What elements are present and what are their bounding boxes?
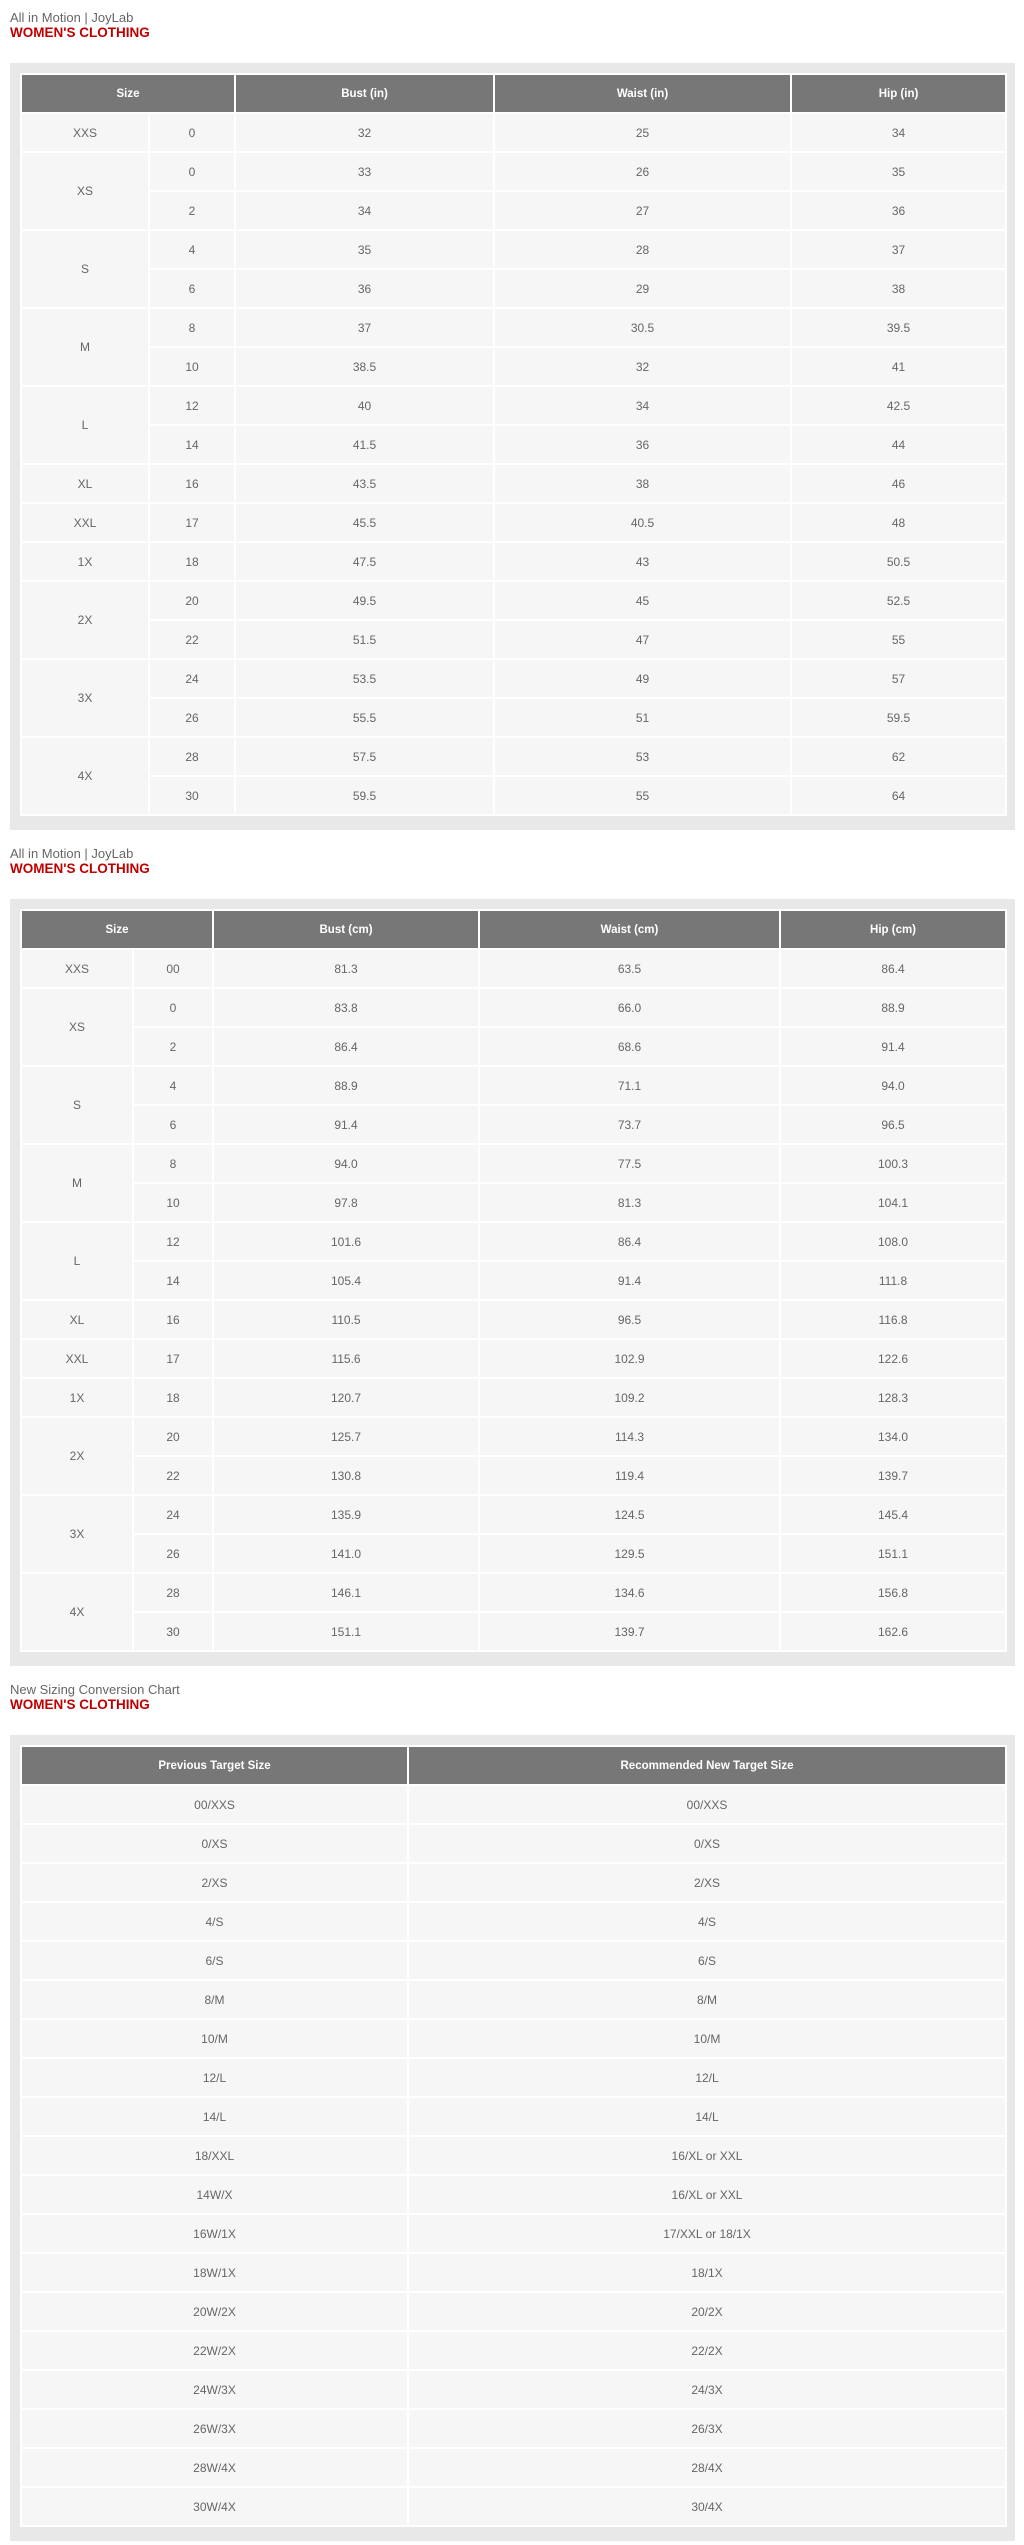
waist-cell: 40.5	[494, 503, 791, 542]
previous-size-cell: 18/XXL	[21, 2136, 408, 2175]
table-row	[21, 2097, 1006, 2136]
table-body	[21, 949, 1006, 1651]
table-row	[21, 2448, 1006, 2487]
table-row	[21, 1339, 1006, 1378]
size-label-cell: 1X	[21, 1378, 133, 1417]
table-row	[21, 1495, 1006, 1534]
hip-cell: 38	[791, 269, 1006, 308]
bust-cell: 83.8	[213, 988, 479, 1027]
bust-cell: 45.5	[235, 503, 494, 542]
table-panel	[10, 1735, 1015, 2541]
hip-cell: 64	[791, 776, 1006, 815]
hip-cell: 151.1	[780, 1534, 1006, 1573]
table-row	[21, 113, 1006, 152]
hip-cell: 50.5	[791, 542, 1006, 581]
waist-cell: 86.4	[479, 1222, 780, 1261]
waist-cell: 32	[494, 347, 791, 386]
table-row	[21, 698, 1006, 737]
size-label-cell: XXL	[21, 503, 149, 542]
table-panel	[10, 899, 1015, 1666]
table-row	[21, 1417, 1006, 1456]
waist-cell: 109.2	[479, 1378, 780, 1417]
table-row	[21, 988, 1006, 1027]
waist-cell: 36	[494, 425, 791, 464]
waist-cell: 28	[494, 230, 791, 269]
numeric-size-cell: 14	[133, 1261, 213, 1300]
table-row	[21, 425, 1006, 464]
size-label-cell: 1X	[21, 542, 149, 581]
previous-size-cell: 2/XS	[21, 1863, 408, 1902]
table-row	[21, 1534, 1006, 1573]
previous-size-cell: 0/XS	[21, 1824, 408, 1863]
recommended-size-cell: 18/1X	[408, 2253, 1006, 2292]
numeric-size-cell: 10	[133, 1183, 213, 1222]
size-column-header: Size	[21, 74, 235, 113]
size-label-cell: 4X	[21, 1573, 133, 1651]
hip-column-header: Hip (cm)	[780, 910, 1006, 949]
bust-cell: 105.4	[213, 1261, 479, 1300]
table-row	[21, 949, 1006, 988]
previous-size-cell: 28W/4X	[21, 2448, 408, 2487]
numeric-size-cell: 24	[149, 659, 235, 698]
hip-cell: 42.5	[791, 386, 1006, 425]
brand-line: All in Motion | JoyLab	[10, 846, 134, 861]
numeric-size-cell: 14	[149, 425, 235, 464]
waist-cell: 81.3	[479, 1183, 780, 1222]
waist-cell: 53	[494, 737, 791, 776]
bust-cell: 110.5	[213, 1300, 479, 1339]
table-row	[21, 1027, 1006, 1066]
table-row	[21, 1144, 1006, 1183]
waist-cell: 49	[494, 659, 791, 698]
table-row	[21, 269, 1006, 308]
bust-column-header: Bust (cm)	[213, 910, 479, 949]
numeric-size-cell: 0	[149, 113, 235, 152]
previous-size-cell: 4/S	[21, 1902, 408, 1941]
numeric-size-cell: 10	[149, 347, 235, 386]
hip-cell: 122.6	[780, 1339, 1006, 1378]
waist-cell: 124.5	[479, 1495, 780, 1534]
recommended-size-cell: 17/XXL or 18/1X	[408, 2214, 1006, 2253]
table-row	[21, 1378, 1006, 1417]
hip-cell: 108.0	[780, 1222, 1006, 1261]
numeric-size-cell: 20	[133, 1417, 213, 1456]
hip-cell: 34	[791, 113, 1006, 152]
waist-cell: 77.5	[479, 1144, 780, 1183]
bust-cell: 32	[235, 113, 494, 152]
numeric-size-cell: 6	[149, 269, 235, 308]
size-column-header: Size	[21, 910, 213, 949]
size-label-cell: L	[21, 386, 149, 464]
waist-cell: 51	[494, 698, 791, 737]
size-table-cm	[20, 909, 1007, 1652]
bust-cell: 130.8	[213, 1456, 479, 1495]
hip-cell: 91.4	[780, 1027, 1006, 1066]
size-label-cell: M	[21, 1144, 133, 1222]
previous-size-cell: 10/M	[21, 2019, 408, 2058]
numeric-size-cell: 4	[133, 1066, 213, 1105]
table-row	[21, 2409, 1006, 2448]
waist-column-header: Waist (cm)	[479, 910, 780, 949]
previous-size-cell: 22W/2X	[21, 2331, 408, 2370]
numeric-size-cell: 8	[133, 1144, 213, 1183]
bust-cell: 49.5	[235, 581, 494, 620]
table-row	[21, 1573, 1006, 1612]
table-row	[21, 1300, 1006, 1339]
table-row	[21, 2253, 1006, 2292]
table-row	[21, 1222, 1006, 1261]
bust-cell: 34	[235, 191, 494, 230]
recommended-size-cell: 10/M	[408, 2019, 1006, 2058]
recommended-size-cell: 24/3X	[408, 2370, 1006, 2409]
numeric-size-cell: 22	[133, 1456, 213, 1495]
recommended-size-cell: 28/4X	[408, 2448, 1006, 2487]
hip-cell: 111.8	[780, 1261, 1006, 1300]
waist-cell: 25	[494, 113, 791, 152]
table-row	[21, 2175, 1006, 2214]
bust-cell: 125.7	[213, 1417, 479, 1456]
hip-cell: 94.0	[780, 1066, 1006, 1105]
table-row	[21, 503, 1006, 542]
table-row	[21, 620, 1006, 659]
size-label-cell: XL	[21, 464, 149, 503]
table-body	[21, 1785, 1006, 2526]
numeric-size-cell: 18	[149, 542, 235, 581]
size-label-cell: XXS	[21, 949, 133, 988]
previous-size-cell: 00/XXS	[21, 1785, 408, 1824]
size-label-cell: 2X	[21, 1417, 133, 1495]
bust-cell: 47.5	[235, 542, 494, 581]
bust-cell: 91.4	[213, 1105, 479, 1144]
numeric-size-cell: 8	[149, 308, 235, 347]
previous-size-cell: 14/L	[21, 2097, 408, 2136]
hip-cell: 48	[791, 503, 1006, 542]
waist-cell: 102.9	[479, 1339, 780, 1378]
recommended-size-cell: 4/S	[408, 1902, 1006, 1941]
recommended-size-cell: 0/XS	[408, 1824, 1006, 1863]
table-row	[21, 1261, 1006, 1300]
previous-size-cell: 14W/X	[21, 2175, 408, 2214]
previous-size-cell: 20W/2X	[21, 2292, 408, 2331]
hip-cell: 46	[791, 464, 1006, 503]
waist-cell: 63.5	[479, 949, 780, 988]
waist-cell: 134.6	[479, 1573, 780, 1612]
previous-size-cell: 24W/3X	[21, 2370, 408, 2409]
size-label-cell: XXS	[21, 113, 149, 152]
table-row	[21, 2214, 1006, 2253]
table-body	[21, 113, 1006, 815]
hip-cell: 41	[791, 347, 1006, 386]
table-row	[21, 152, 1006, 191]
category-title: WOMEN'S CLOTHING	[10, 1697, 150, 1712]
hip-cell: 35	[791, 152, 1006, 191]
waist-column-header: Waist (in)	[494, 74, 791, 113]
bust-cell: 36	[235, 269, 494, 308]
table-row	[21, 2292, 1006, 2331]
numeric-size-cell: 17	[149, 503, 235, 542]
size-label-cell: L	[21, 1222, 133, 1300]
hip-cell: 59.5	[791, 698, 1006, 737]
waist-cell: 114.3	[479, 1417, 780, 1456]
waist-cell: 119.4	[479, 1456, 780, 1495]
waist-cell: 38	[494, 464, 791, 503]
table-row	[21, 1941, 1006, 1980]
previous-size-column-header: Previous Target Size	[21, 1746, 408, 1785]
numeric-size-cell: 6	[133, 1105, 213, 1144]
waist-cell: 73.7	[479, 1105, 780, 1144]
conversion-table	[20, 1745, 1007, 2527]
header-row	[21, 1746, 1006, 1785]
waist-cell: 29	[494, 269, 791, 308]
bust-cell: 101.6	[213, 1222, 479, 1261]
recommended-size-column-header: Recommended New Target Size	[408, 1746, 1006, 1785]
header-row	[21, 910, 1006, 949]
header-row	[21, 74, 1006, 113]
table-row	[21, 2370, 1006, 2409]
table-row	[21, 2058, 1006, 2097]
bust-cell: 86.4	[213, 1027, 479, 1066]
waist-cell: 66.0	[479, 988, 780, 1027]
numeric-size-cell: 16	[149, 464, 235, 503]
table-row	[21, 2331, 1006, 2370]
table-row	[21, 308, 1006, 347]
table-row	[21, 464, 1006, 503]
waist-cell: 91.4	[479, 1261, 780, 1300]
numeric-size-cell: 22	[149, 620, 235, 659]
hip-cell: 139.7	[780, 1456, 1006, 1495]
hip-cell: 162.6	[780, 1612, 1006, 1651]
bust-cell: 97.8	[213, 1183, 479, 1222]
hip-cell: 145.4	[780, 1495, 1006, 1534]
numeric-size-cell: 12	[149, 386, 235, 425]
recommended-size-cell: 12/L	[408, 2058, 1006, 2097]
numeric-size-cell: 16	[133, 1300, 213, 1339]
recommended-size-cell: 6/S	[408, 1941, 1006, 1980]
bust-cell: 51.5	[235, 620, 494, 659]
bust-cell: 35	[235, 230, 494, 269]
waist-cell: 47	[494, 620, 791, 659]
previous-size-cell: 26W/3X	[21, 2409, 408, 2448]
numeric-size-cell: 0	[133, 988, 213, 1027]
waist-cell: 55	[494, 776, 791, 815]
waist-cell: 27	[494, 191, 791, 230]
waist-cell: 43	[494, 542, 791, 581]
bust-cell: 43.5	[235, 464, 494, 503]
hip-cell: 37	[791, 230, 1006, 269]
numeric-size-cell: 26	[149, 698, 235, 737]
size-label-cell: 3X	[21, 1495, 133, 1573]
table-row	[21, 386, 1006, 425]
table-row	[21, 1183, 1006, 1222]
recommended-size-cell: 8/M	[408, 1980, 1006, 2019]
numeric-size-cell: 2	[149, 191, 235, 230]
previous-size-cell: 12/L	[21, 2058, 408, 2097]
hip-column-header: Hip (in)	[791, 74, 1006, 113]
recommended-size-cell: 26/3X	[408, 2409, 1006, 2448]
hip-cell: 104.1	[780, 1183, 1006, 1222]
bust-cell: 94.0	[213, 1144, 479, 1183]
hip-cell: 39.5	[791, 308, 1006, 347]
size-label-cell: XS	[21, 988, 133, 1066]
hip-cell: 55	[791, 620, 1006, 659]
table-row	[21, 2487, 1006, 2526]
hip-cell: 88.9	[780, 988, 1006, 1027]
size-label-cell: 4X	[21, 737, 149, 815]
brand-line: All in Motion | JoyLab	[10, 10, 134, 25]
numeric-size-cell: 17	[133, 1339, 213, 1378]
previous-size-cell: 16W/1X	[21, 2214, 408, 2253]
previous-size-cell: 30W/4X	[21, 2487, 408, 2526]
hip-cell: 52.5	[791, 581, 1006, 620]
table-row	[21, 347, 1006, 386]
numeric-size-cell: 28	[149, 737, 235, 776]
bust-cell: 55.5	[235, 698, 494, 737]
hip-cell: 128.3	[780, 1378, 1006, 1417]
hip-cell: 62	[791, 737, 1006, 776]
table-row	[21, 542, 1006, 581]
previous-size-cell: 8/M	[21, 1980, 408, 2019]
table-row	[21, 581, 1006, 620]
size-label-cell: M	[21, 308, 149, 386]
previous-size-cell: 18W/1X	[21, 2253, 408, 2292]
size-label-cell: 3X	[21, 659, 149, 737]
recommended-size-cell: 16/XL or XXL	[408, 2175, 1006, 2214]
numeric-size-cell: 30	[149, 776, 235, 815]
bust-cell: 81.3	[213, 949, 479, 988]
previous-size-cell: 6/S	[21, 1941, 408, 1980]
table-row	[21, 1456, 1006, 1495]
bust-cell: 40	[235, 386, 494, 425]
numeric-size-cell: 2	[133, 1027, 213, 1066]
waist-cell: 68.6	[479, 1027, 780, 1066]
bust-cell: 53.5	[235, 659, 494, 698]
size-table-inches	[20, 73, 1007, 816]
size-label-cell: XL	[21, 1300, 133, 1339]
size-label-cell: XXL	[21, 1339, 133, 1378]
hip-cell: 134.0	[780, 1417, 1006, 1456]
numeric-size-cell: 0	[149, 152, 235, 191]
bust-cell: 38.5	[235, 347, 494, 386]
bust-cell: 151.1	[213, 1612, 479, 1651]
numeric-size-cell: 24	[133, 1495, 213, 1534]
recommended-size-cell: 2/XS	[408, 1863, 1006, 1902]
table-row	[21, 230, 1006, 269]
bust-cell: 135.9	[213, 1495, 479, 1534]
hip-cell: 44	[791, 425, 1006, 464]
waist-cell: 96.5	[479, 1300, 780, 1339]
recommended-size-cell: 20/2X	[408, 2292, 1006, 2331]
recommended-size-cell: 00/XXS	[408, 1785, 1006, 1824]
bust-column-header: Bust (in)	[235, 74, 494, 113]
size-label-cell: XS	[21, 152, 149, 230]
recommended-size-cell: 30/4X	[408, 2487, 1006, 2526]
bust-cell: 141.0	[213, 1534, 479, 1573]
waist-cell: 26	[494, 152, 791, 191]
bust-cell: 37	[235, 308, 494, 347]
hip-cell: 156.8	[780, 1573, 1006, 1612]
size-label-cell: 2X	[21, 581, 149, 659]
table-row	[21, 1612, 1006, 1651]
bust-cell: 41.5	[235, 425, 494, 464]
numeric-size-cell: 28	[133, 1573, 213, 1612]
bust-cell: 88.9	[213, 1066, 479, 1105]
table-row	[21, 1824, 1006, 1863]
waist-cell: 139.7	[479, 1612, 780, 1651]
table-row	[21, 1902, 1006, 1941]
recommended-size-cell: 22/2X	[408, 2331, 1006, 2370]
table-row	[21, 2019, 1006, 2058]
bust-cell: 59.5	[235, 776, 494, 815]
table-row	[21, 776, 1006, 815]
hip-cell: 36	[791, 191, 1006, 230]
recommended-size-cell: 16/XL or XXL	[408, 2136, 1006, 2175]
waist-cell: 129.5	[479, 1534, 780, 1573]
table-row	[21, 659, 1006, 698]
size-label-cell: S	[21, 1066, 133, 1144]
bust-cell: 146.1	[213, 1573, 479, 1612]
table-row	[21, 191, 1006, 230]
table-row	[21, 1066, 1006, 1105]
numeric-size-cell: 30	[133, 1612, 213, 1651]
size-label-cell: S	[21, 230, 149, 308]
waist-cell: 71.1	[479, 1066, 780, 1105]
table-row	[21, 737, 1006, 776]
numeric-size-cell: 4	[149, 230, 235, 269]
table-row	[21, 1785, 1006, 1824]
category-title: WOMEN'S CLOTHING	[10, 861, 150, 876]
hip-cell: 100.3	[780, 1144, 1006, 1183]
hip-cell: 57	[791, 659, 1006, 698]
category-title: WOMEN'S CLOTHING	[10, 25, 150, 40]
bust-cell: 33	[235, 152, 494, 191]
numeric-size-cell: 26	[133, 1534, 213, 1573]
bust-cell: 120.7	[213, 1378, 479, 1417]
brand-line: New Sizing Conversion Chart	[10, 1682, 180, 1697]
hip-cell: 86.4	[780, 949, 1006, 988]
numeric-size-cell: 20	[149, 581, 235, 620]
table-row	[21, 1105, 1006, 1144]
numeric-size-cell: 12	[133, 1222, 213, 1261]
waist-cell: 34	[494, 386, 791, 425]
bust-cell: 57.5	[235, 737, 494, 776]
hip-cell: 96.5	[780, 1105, 1006, 1144]
hip-cell: 116.8	[780, 1300, 1006, 1339]
waist-cell: 30.5	[494, 308, 791, 347]
table-row	[21, 1980, 1006, 2019]
waist-cell: 45	[494, 581, 791, 620]
bust-cell: 115.6	[213, 1339, 479, 1378]
numeric-size-cell: 18	[133, 1378, 213, 1417]
numeric-size-cell: 00	[133, 949, 213, 988]
table-panel	[10, 63, 1015, 830]
table-row	[21, 1863, 1006, 1902]
table-row	[21, 2136, 1006, 2175]
recommended-size-cell: 14/L	[408, 2097, 1006, 2136]
